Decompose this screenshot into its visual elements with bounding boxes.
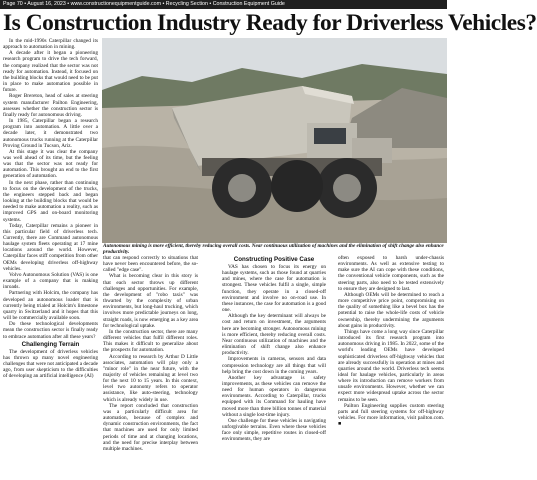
paragraph: Pailton Engineering supplies custom steering parts and full steering systems for off-highway vehicles. For more information, visit pailton.com. ■ [338,402,444,428]
paragraph: In the construction sector, there are many different vehicles that fulfil different roles. This makes it difficult to generalize about the prospects for automation. [103,328,198,354]
paragraph: that can respond correctly to situations that have never been encountered before, the so-called "edge case". [103,255,198,274]
article-column-2 [103,255,198,452]
paragraph: Although the key determinant will always be cost and return on investment, the arguments here are becoming stronger. Autonomous mining is more efficient, thereby reducing overall costs. Near continuous utilization of machines and the elimination of shift change also enhance productivity. [222,313,326,357]
paragraph: What is becoming clear in this story is that each sector throws up different challenges and opportunities. For example, the development of "robo taxis" was thwarted by the complexity of urban environments, but long-haul trucking, which involves more predictable journeys on long, straight roads, is now emerging as a key area for technological uptake. [103,273,198,329]
article-column-1 [3,38,98,478]
article-column-3 [222,255,326,443]
paragraph: A decade after it began a pioneering research program to drive the tech forward, the company realized that the sector was not ready for automation. Instead, it focused on the building blocks that would need to be put in place to make automation possible in future. [3,50,98,94]
paragraph: The development of driverless vehicles has thrown up many novel engineering challenges that were not anticipated a decade ago, from user skepticism to the difficulties of developing an artificial intelligence (AI) [3,348,98,380]
paragraph: In 1985, Caterpillar began a research program into automation. A little over a decade later, it demonstrated two autonomous trucks running at the Caterpillar Proving Ground in Tucson, Ariz. [3,118,98,149]
article-column-4 [338,255,444,427]
page-header-bar [0,0,447,9]
paragraph: Today, Caterpillar remains a pioneer in this particular field of driverless tech. Currently, there are Command autonomous haulage system fleets operating at 17 mine locations around the world. However, Caterpillar faces stiff competition from other OEMs developing driverless off-highway vehicles. [3,222,98,272]
paragraph: often exposed to harsh under-chassis environments. As well as extensive testing to make sure the AI can cope with these conditions, the conventional vehicle components, such as the steering parts, also need to be tested extensively to ensure they are designed to last. [338,255,444,292]
paragraph: Do these technological developments mean the construction sector is finally ready to embrace automation after all these years? [3,321,98,340]
headline: Is Construction Industry Ready for Driverless Vehicles? [3,10,537,36]
paragraph: Partnering with Holcim, the company has developed an autonomous loader that is currently being trialed at Holcim's limestone quarry in Switzerland and it hopes that this will be commercially available soon. [3,290,98,322]
paragraph: Roger Brereton, head of sales at steering system manufacturer Pailton Engineering, assesses whether the construction sector is finally ready for autonomous driving. [3,93,98,118]
paragraph: In the next phase, rather than continuing to focus on the development of the trucks, the engineers stepped back and began looking at the building blocks that would be needed to make automation a reality, such as improved GPS and on-board monitoring systems. [3,179,98,223]
paragraph: Although OEMs will be determined to reach a more competitive price point, compromising on the quality of something like a bevel box has the potential to raise the whole-life costs of vehicle ownership, thereby undermining the arguments about gains in productivity. [338,291,444,329]
paragraph: Improvements in cameras, sensors and data compression technology are all things that will help bring the cost down in the coming years. [222,356,326,375]
paragraph: VAS has chosen to focus its energy on haulage systems, such as those found at quarries and mines, where the case for automation is strongest. These vehicles fulfil a single, simple function, they operate in a closed-off environment and involve no on-road use. In these instances, the case for automation is a good one. [222,264,326,314]
paragraph: According to research by Arthur D Little associates, automation will play only a "minor role" in the near future, with the majority of vehicles remaining at level two for the next 10 to 15 years. In this context, level two autonomy refers to operator assistance, like auto-steering, technology which is already widely in use. [103,353,198,403]
truck-photo [102,38,447,243]
subheading: Challenging Terrain [21,340,80,348]
paragraph: Volvo Autonomous Solution (VAS) is one example of a company that is making inroads. [3,271,98,291]
paragraph: At this stage it was clear the company was well ahead of its time, but the feeling was that the sector was not ready for automation. This brought an end to the first generation of automation. [3,148,98,180]
paragraph: Another key advantage is safety improvements, as these vehicles can remove the need for human operators in dangerous environments. According to Caterpillar, trucks equipped with its Command for hauling have moved more than three billion tonnes of material without a single lost-time injury. [222,374,326,418]
paragraph: The report concluded that construction was a particularly difficult area for automation, because of complex and dynamic construction environments, the fact that machines are used for only limited periods of time and at changing locations, and the need for precise interplay between multiple machines. [103,402,198,452]
photo-caption: Autonomous mining is more efficient, thereby reducing overall costs. Near continuous utilization of machines and the elimination of shift change also enhance productivity. [103,243,444,256]
subheading: Constructing Positive Case [233,256,315,263]
paragraph: Things have come a long way since Caterpillar introduced its first research program into autonomous driving in 1985. In 2022, some of the world's leading OEMs have developed sophisticated driverless off-highway vehicles that are already successfully in operation at mines and quarries around the world. Driverless tech seems ideal for haulage vehicles, particularly in areas where its introduction can remove workers from unsafe environments. However, whether we can expect more widespread uptake across the sector remains to be seen. [338,328,444,403]
paragraph: One challenge for these vehicles is navigating unforgivable terrains. Even where these vehicles face only simple, repetitive routes in closed-off environments, they are [222,417,326,443]
page-info: Page 70 • August 16, 2023 • www.constructionequipmentguide.com • Recycling Section • Construction Equipment Guide [3,1,285,7]
paragraph: In the mid-1990s Caterpillar changed its approach to automation in mining. [3,38,98,51]
